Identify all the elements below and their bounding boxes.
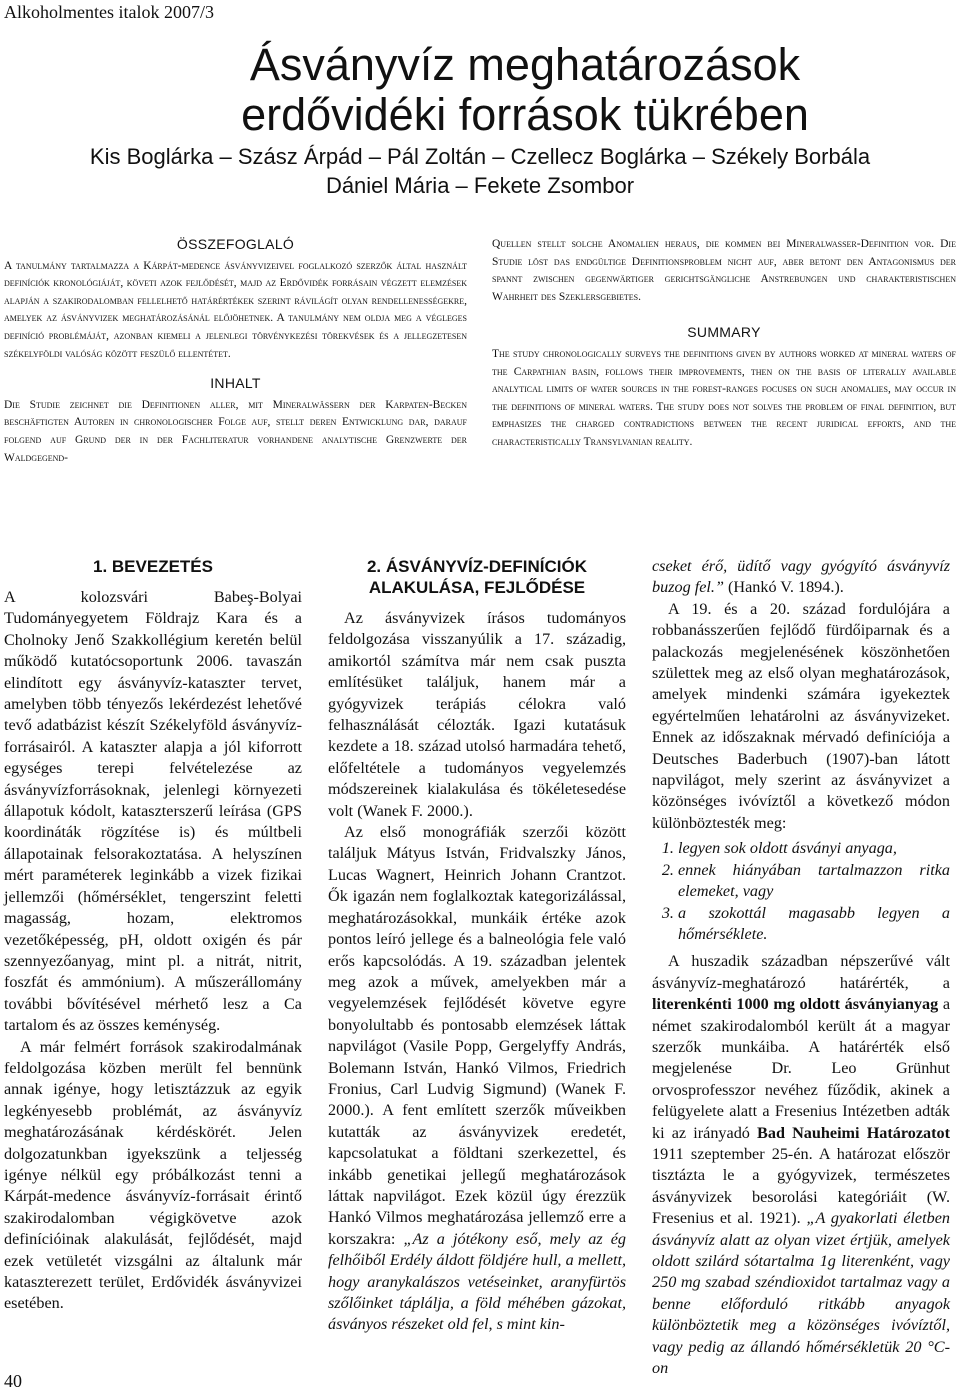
authors-line-2: Dániel Mária – Fekete Zsombor <box>325 173 635 198</box>
section-heading-line-1: 2. ÁSVÁNYVÍZ-DEFINÍCIÓK <box>366 557 588 576</box>
abstract-de-heading: INHALT <box>210 375 261 392</box>
section-heading-definitions <box>328 556 626 598</box>
definitions-paragraph-2-text: Az első monográfiák szerzői között találjuk Mátyus István, Fridvalszky János, Lucas Wagnert, Heinrich Johann Crantzot. Ők igazán nem foglalkoztak kategorizálással, meghatározásokkal, munkáik értéke azok pontos leíró jellege és a balneológia fele való erős kapcsolódás. A 19. században jelentek meg azok a művek, amelyekben már a vegyelemzések fejlődését követve egyre bonyolultabb és pontosabb elemzések láttak napvilágot (Vasile Popp, Gergelyffy András, Bolemann István, Hankó Vilmos, Friedrich Fronius, Carl Ludvig Sigmund) (Wanek F. 2000.). A fent említett szerzők műveikben kutatták az ásványvizek eredetét, kapcsolatukat a földtani szerkezettel, és inkább genetikai jellegű meghatározások láttak napvilágot. Ezek közül úgy érezzük Hankó Vilmos meghatározása jellemző erre a korszakra: <box>328 823 626 1248</box>
author-list <box>20 142 940 200</box>
definitions-paragraph-3: A 19. és a 20. század fordulójára a robbanásszerűen fejlődő fürdőiparnak és a palackozás megjelenésének köszönhetően születtek meg az első olyan meghatározások, amelyek mindenki számára igyekeztek egyértelműen lehatárolni az ásványvizeket. Ennek az időszaknak mérvadó definíciója a Deutsches Baderbuch (1907)-ban látott napvilágot, mely szerint az ásványvizet a közönséges ivóvíztől a következő módon különböztesték meg: <box>652 599 950 832</box>
limit-value-bold: literenkénti 1000 mg oldott ásványianyag <box>652 995 939 1014</box>
paragraph-4-text-c: 1911 szeptember 25-én. A határozat először tisztázta le a gyógyvizek, természetes ásványvizek besorolási kategóriáit (W. Fresenius et al. 1921). <box>652 1144 950 1228</box>
fresenius-quote: „A gyakorlati életben ásványvíz alatt az olyan vizet értjük, amelyek oldott szilárd sótartalma 1g literenként, vagy 250 mg szabad széndioxidot tartalmaz vagy a benne előforduló ritkább anyagok különböztetik meg a közönséges ivóvíztől, vagy pedig az állandó hőmérsékletük 20 °C-on <box>652 1209 950 1378</box>
abstract-hu-text: A tanulmány tartalmazza a Kárpát-medence ásványvizeivel foglalkozó szerzők által használt definíciók kronológiáját, követi azok fejlődését, majd az Erdővidék forrásain végzett elemzések alapján a szakirodalomban fellelhető határértékek szerint rávilágít olyan rendellenességekre, amelyek az ásványvizek meghatározásánál előjöhetnek. A tanulmány nem oldja meg a végleges definíció problémáját, azonban kiemeli a jelenlegi törvénykezési törekvések és a jellegzetesen székelyföldi valóság között feszülő ellentétet. <box>4 259 467 360</box>
running-head: Alkoholmentes italok 2007/3 <box>4 2 214 22</box>
paragraph-4-text-b: a német szakirodalomból került át a magyar szerzők munkáiba. A határérték első megjelenése Dr. Leo Grünhut orvosprofesszor nevéhez fűződik, akinek a felügyelete alatt a Fresenius Intézetben adták ki az irányadó <box>652 995 951 1142</box>
hanko-quote: „Az a jótékony eső, mely az ég felhőiből Erdély áldott földjére hull, a mellett, hogy aranykalászos vetéseinket, aranyfürtös szőlőinket táplálja, a föld méhében gázokat, ásványos részeket old fel, s mint kin- <box>328 1229 627 1334</box>
quote-continuation <box>652 556 950 599</box>
abstract-de-text-part2: Quellen stellt solche Anomalien heraus, die kommen bei Mineralwasser-Definition vor. Die Studie löst das endgültige Definitionsproblem nicht auf, aber betont den Antagonismus der spannt zwischen gegenwärtiger gerichtsgängliche Anstrebungen und charakteristischen Wahrheit des Szeklersgebietes. <box>492 238 956 303</box>
body-column-2 <box>328 556 626 1336</box>
hanko-citation: (Hankó V. 1894.). <box>723 578 844 597</box>
abstract-right-column <box>492 236 956 464</box>
title-line-1: Ásványvíz meghatározások <box>249 39 801 90</box>
list-item: 1. legyen sok oldott ásványi anyaga, <box>678 838 950 859</box>
article-title <box>140 40 910 140</box>
abstract-hu-heading: ÖSSZEFOGLALÓ <box>176 236 295 252</box>
section-heading-line-2: ALAKULÁSA, FEJLŐDÉSE <box>368 578 586 597</box>
abstract-en-heading: SUMMARY <box>687 324 761 341</box>
body-column-1 <box>4 556 302 1315</box>
definitions-paragraph-4 <box>652 951 950 1379</box>
paragraph-4-text-a: A huszadik században népszerűvé vált ásványvíz-meghatározó határérték, a <box>652 952 950 992</box>
definition-criteria-list <box>652 838 950 945</box>
intro-paragraph-1: A kolozsvári Babeş-Bolyai Tudományegyetem Földrajz Kara és a Cholnoky Jenő Szakkollégium keretén belül működő kutatócsoportunk 2006. tavaszán elindított egy ásványvíz-kataszter tervet, amelyben több tényezős lekérdezést lehetővé tevő adatbázist készít Székelyföld ásványvíz-forrásairól. A kataszter alapja a jól kiforrott egységes terepi felvételezése az ásványvízforrásoknak, jelenlegi környezeti állapotuk kódolt, kataszterszerű leírása (GPS koordináták rögzítése is) és múltbeli állapotainak felsorakoztatása. A helyszínen mért paraméterek leginkább a vizek fizikai jellemzői (hőmérséklet, tengerszint feletti magasság, hozam, elektromos vezetőképesség, pH, oldott oxigén és pár szennyezőanyag, mint pl. a nitrát, nitrit, foszfát és ammónium). A műszerállomány további bővítésével mérhető lesz a Ca tartalom és az összes keménység. <box>4 588 302 1035</box>
title-line-2: erdővidéki források tükrében <box>241 89 809 140</box>
abstract-de-text-part1: Die Studie zeichnet die Definitionen aller, mit Mineralwässern der Karpaten-Becken beschäftigten Autoren in chronologischer Folge auf, stellt deren Entwicklung dar, darauf folgend auf Grund der in der Fachliteratur vorhandene analytische Grenzwerte der Waldgegend- <box>4 398 467 464</box>
intro-paragraph-2: A már felmért források szakirodalmának feldolgozása közben merült fel bennünk annak igénye, hogy letisztázzuk az egyik legkényesebb problémát, az ásványvíz meghatározásának kérdéskörét. Jelen dolgozatunkban igyekszünk a teljesség igénye nélkül egy próbálkozást tenni a Kárpát-medence ásványvíz-forrásait érintő szakirodalomban végigkövetve azok definícióinak alakulását, fejlődését, majd ezek vetületét vizsgálni az általunk már kataszterezett terület, Erdővidék ásványvizei esetében. <box>4 1037 302 1313</box>
abstract-en-text: The study chronologically surveys the definitions given by authors worked at mineral waters of the Carpathian basin, follows their improvements, then on the basis of literally available analytical limits of water sources in the forest-ranges focuses on such anomalies, may occur in the definitions of mineral waters. The study does not solves the problem of final definition, but emphasizes the charged contradictions between the recent juridical efforts, and the characteristically Transylvanian reality. <box>492 347 956 448</box>
authors-line-1: Kis Boglárka – Szász Árpád – Pál Zoltán – Czellecz Boglárka – Székely Borbála <box>89 144 871 169</box>
bad-nauheim-bold: Bad Nauheimi Határozatot <box>757 1123 951 1142</box>
abstract-left-column <box>4 236 467 479</box>
definitions-paragraph-2 <box>328 822 626 1336</box>
list-item: 2. ennek hiányában tartalmazzon ritka elemeket, vagy <box>678 860 950 903</box>
body-column-3 <box>652 556 950 1379</box>
list-item: 3. a szokottál magasabb legyen a hőmérséklete. <box>678 903 950 946</box>
definitions-paragraph-1: Az ásványvizek írásos tudományos feldolgozása visszanyúlik a 17. századig, amikortól számítva már nem csak puszta említésüket találjuk, hanem már a gyógyvizek terápiás célokra való felhasználását célozták. Igazi kutatásuk kezdete a 18. század utolsó harmadára tehető, előfeltétele a tudományos vegyelemzés módszereinek kialakulása és tökéletesedése volt (Wanek F. 2000.). <box>328 609 626 820</box>
section-heading-introduction: 1. BEVEZETÉS <box>93 557 213 576</box>
hanko-quote-end: cseket érő, üdítő vagy gyógyító ásványvíz buzog fel.” <box>652 557 950 597</box>
page-number: 40 <box>4 1371 22 1391</box>
